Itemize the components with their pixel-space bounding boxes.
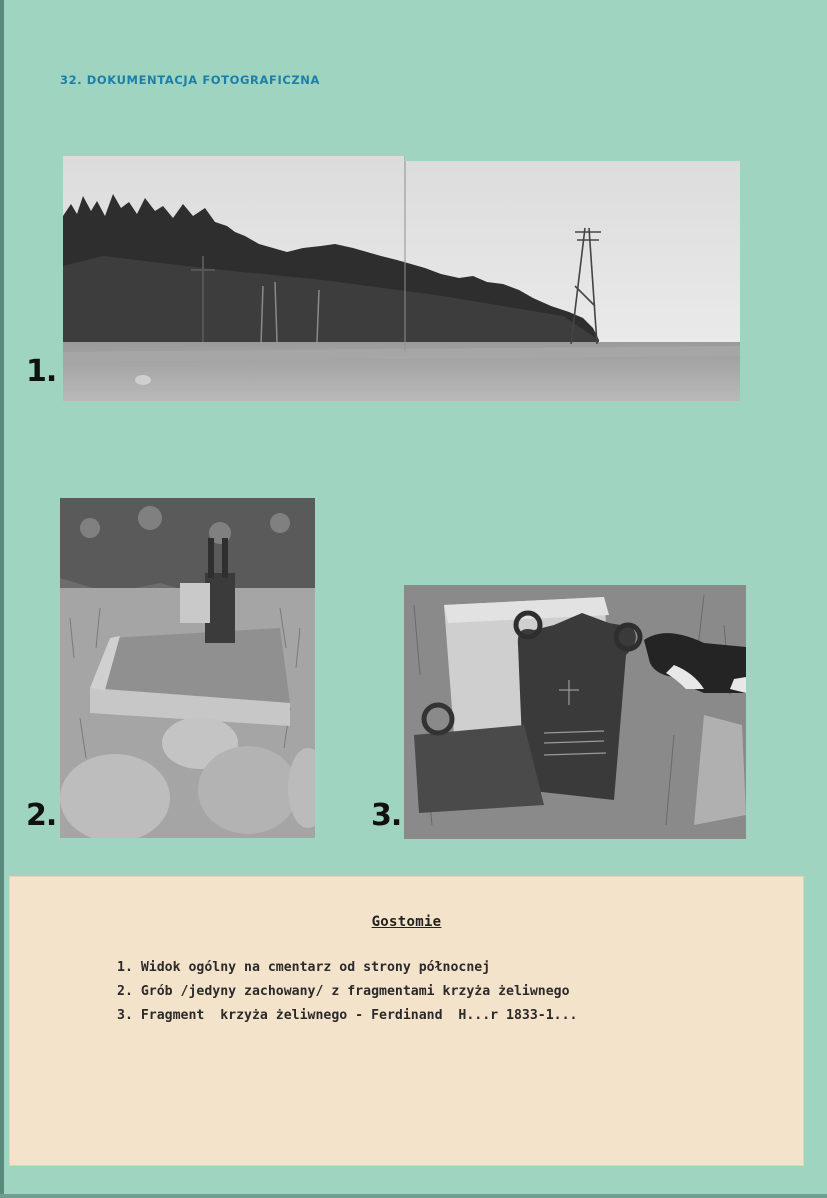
photo-1-number: 1.	[26, 354, 57, 389]
caption-item: 3. Fragment krzyża żeliwnego - Ferdinand H...r 1833-1...	[117, 1008, 578, 1023]
caption-item: 2. Grób /jedyny zachowany/ z fragmentami krzyża żeliwnego	[117, 984, 570, 999]
caption-item: 1. Widok ogólny na cmentarz od strony północnej	[117, 960, 491, 975]
photo-2-number: 2.	[26, 798, 57, 833]
page-edge	[0, 0, 4, 1198]
caption-title: Gostomie	[371, 914, 442, 930]
photo-3-number: 3.	[371, 798, 402, 833]
photo-1-panorama	[63, 156, 740, 401]
page-edge	[0, 1194, 827, 1198]
photo-2-grave	[60, 498, 315, 838]
page-heading: 32. DOKUMENTACJA FOTOGRAFICZNA	[60, 73, 321, 87]
caption-list	[117, 956, 578, 1028]
caption-card	[9, 876, 804, 1166]
photo-3-cross-fragment	[404, 585, 746, 839]
